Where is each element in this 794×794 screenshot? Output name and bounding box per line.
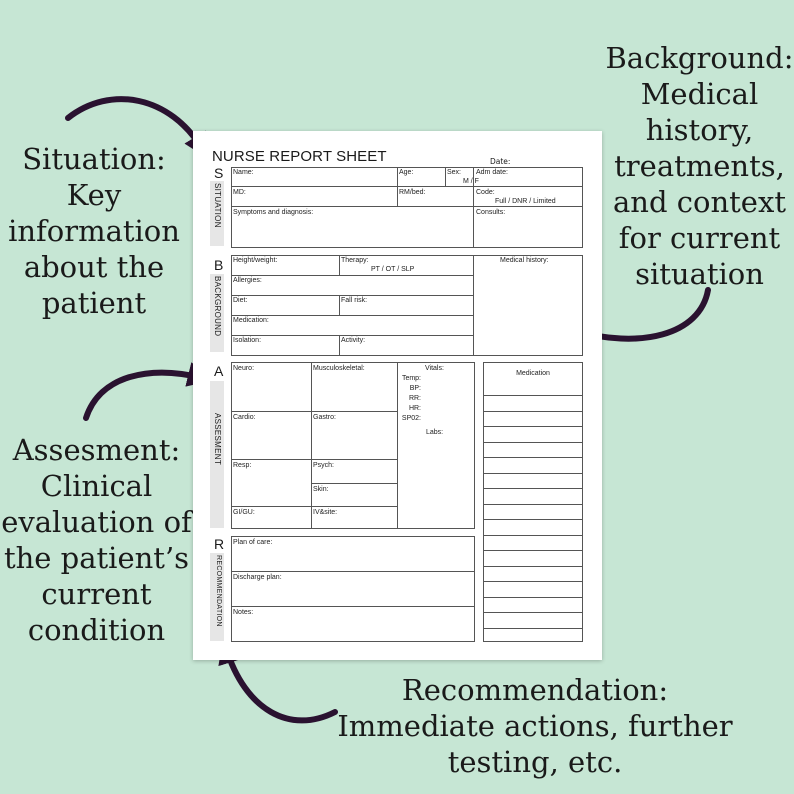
background-section-label: BACKGROUND <box>213 276 222 337</box>
cardio-field[interactable]: Cardio: <box>233 414 256 421</box>
consults-field[interactable]: Consults: <box>476 209 506 216</box>
plan-of-care-field[interactable]: Plan of care: <box>233 539 273 546</box>
recommendation-letter: R <box>214 536 225 552</box>
iv-site-field[interactable]: IV&site: <box>313 509 338 516</box>
height-weight-field[interactable]: Height/weight: <box>233 257 278 264</box>
medication-rule-line <box>483 395 583 396</box>
medication-rule-line <box>483 457 583 458</box>
md-field[interactable]: MD: <box>233 189 246 196</box>
diet-field[interactable]: Diet: <box>233 297 248 304</box>
vitals-sp02[interactable]: SP02: <box>401 415 421 422</box>
recommendation-callout: Recommendation: Immediate actions, further testing, etc. <box>337 673 733 779</box>
age-field[interactable]: Age: <box>399 169 414 176</box>
sex-options: M / F <box>463 178 479 185</box>
notes-field[interactable]: Notes: <box>233 609 254 616</box>
background-callout: Background: Medical history, treatments, and context for current situation <box>605 41 794 291</box>
discharge-plan-field[interactable]: Discharge plan: <box>233 574 282 581</box>
neuro-field[interactable]: Neuro: <box>233 365 255 372</box>
gastro-field[interactable]: Gastro: <box>313 414 336 421</box>
assessment-grid <box>231 362 475 529</box>
psych-field[interactable]: Psych: <box>313 462 335 469</box>
background-letter: B <box>214 257 224 273</box>
medication-bg-field[interactable]: Medication: <box>233 317 269 324</box>
sex-field[interactable]: Sex: <box>447 169 462 176</box>
medication-rule-line <box>483 612 583 613</box>
medication-rule-line <box>483 535 583 536</box>
symptoms-field[interactable]: Symptoms and diagnosis: <box>233 209 314 216</box>
assessment-arrow <box>86 373 203 418</box>
allergies-field[interactable]: Allergies: <box>233 277 262 284</box>
gi-gu-field[interactable]: GI/GU: <box>233 509 255 516</box>
medical-history-field[interactable]: Medical history: <box>500 257 549 264</box>
adm-date-field[interactable]: Adm date: <box>476 169 508 176</box>
assessment-letter: A <box>214 363 224 379</box>
situation-letter: S <box>214 165 224 181</box>
vitals-label: Vitals: <box>425 365 444 372</box>
skin-field[interactable]: Skin: <box>313 486 329 493</box>
nurse-report-sheet <box>193 131 602 660</box>
recommendation-grid <box>231 536 475 642</box>
medication-title: Medication <box>516 370 550 377</box>
medication-rule-line <box>483 426 583 427</box>
medication-rule-line <box>483 411 583 412</box>
musculoskeletal-field[interactable]: Musculoskeletal: <box>313 365 365 372</box>
medication-rule-line <box>483 473 583 474</box>
code-field[interactable]: Code: <box>476 189 495 196</box>
vitals-rr[interactable]: RR: <box>408 395 421 402</box>
code-options: Full / DNR / Limited <box>495 198 556 205</box>
rm-bed-field[interactable]: RM/bed: <box>399 189 426 196</box>
date-label: Date: <box>490 157 511 166</box>
vitals-hr[interactable]: HR: <box>408 405 421 412</box>
medication-box <box>483 362 583 642</box>
fall-risk-field[interactable]: Fall risk: <box>341 297 368 304</box>
vitals-temp[interactable]: Temp: <box>401 375 421 382</box>
resp-field[interactable]: Resp: <box>233 462 252 469</box>
medication-rule-line <box>483 504 583 505</box>
name-field[interactable]: Name: <box>233 169 254 176</box>
medication-rule-line <box>483 519 583 520</box>
therapy-field[interactable]: Therapy: <box>341 257 369 264</box>
sheet-title: NURSE REPORT SHEET <box>212 148 387 165</box>
medication-rule-line <box>483 581 583 582</box>
situation-section-label: SITUATION <box>213 183 222 228</box>
assessment-section-label: ASSESMENT <box>213 413 222 466</box>
assessment-callout: Assesment: Clinical evaluation of the patient’s current condition <box>1 433 192 647</box>
labs-label: Labs: <box>426 429 444 436</box>
isolation-field[interactable]: Isolation: <box>233 337 262 344</box>
vitals-bp[interactable]: BP: <box>409 385 421 392</box>
medication-rule-line <box>483 628 583 629</box>
medication-rule-line <box>483 597 583 598</box>
activity-field[interactable]: Activity: <box>341 337 366 344</box>
medication-rule-line <box>483 550 583 551</box>
medication-rule-line <box>483 566 583 567</box>
situation-callout: Situation: Key information about the patient <box>8 142 180 320</box>
medication-rule-line <box>483 442 583 443</box>
therapy-options: PT / OT / SLP <box>371 266 415 273</box>
recommendation-section-label: RECOMMENDATION <box>215 555 222 627</box>
medication-rule-line <box>483 488 583 489</box>
